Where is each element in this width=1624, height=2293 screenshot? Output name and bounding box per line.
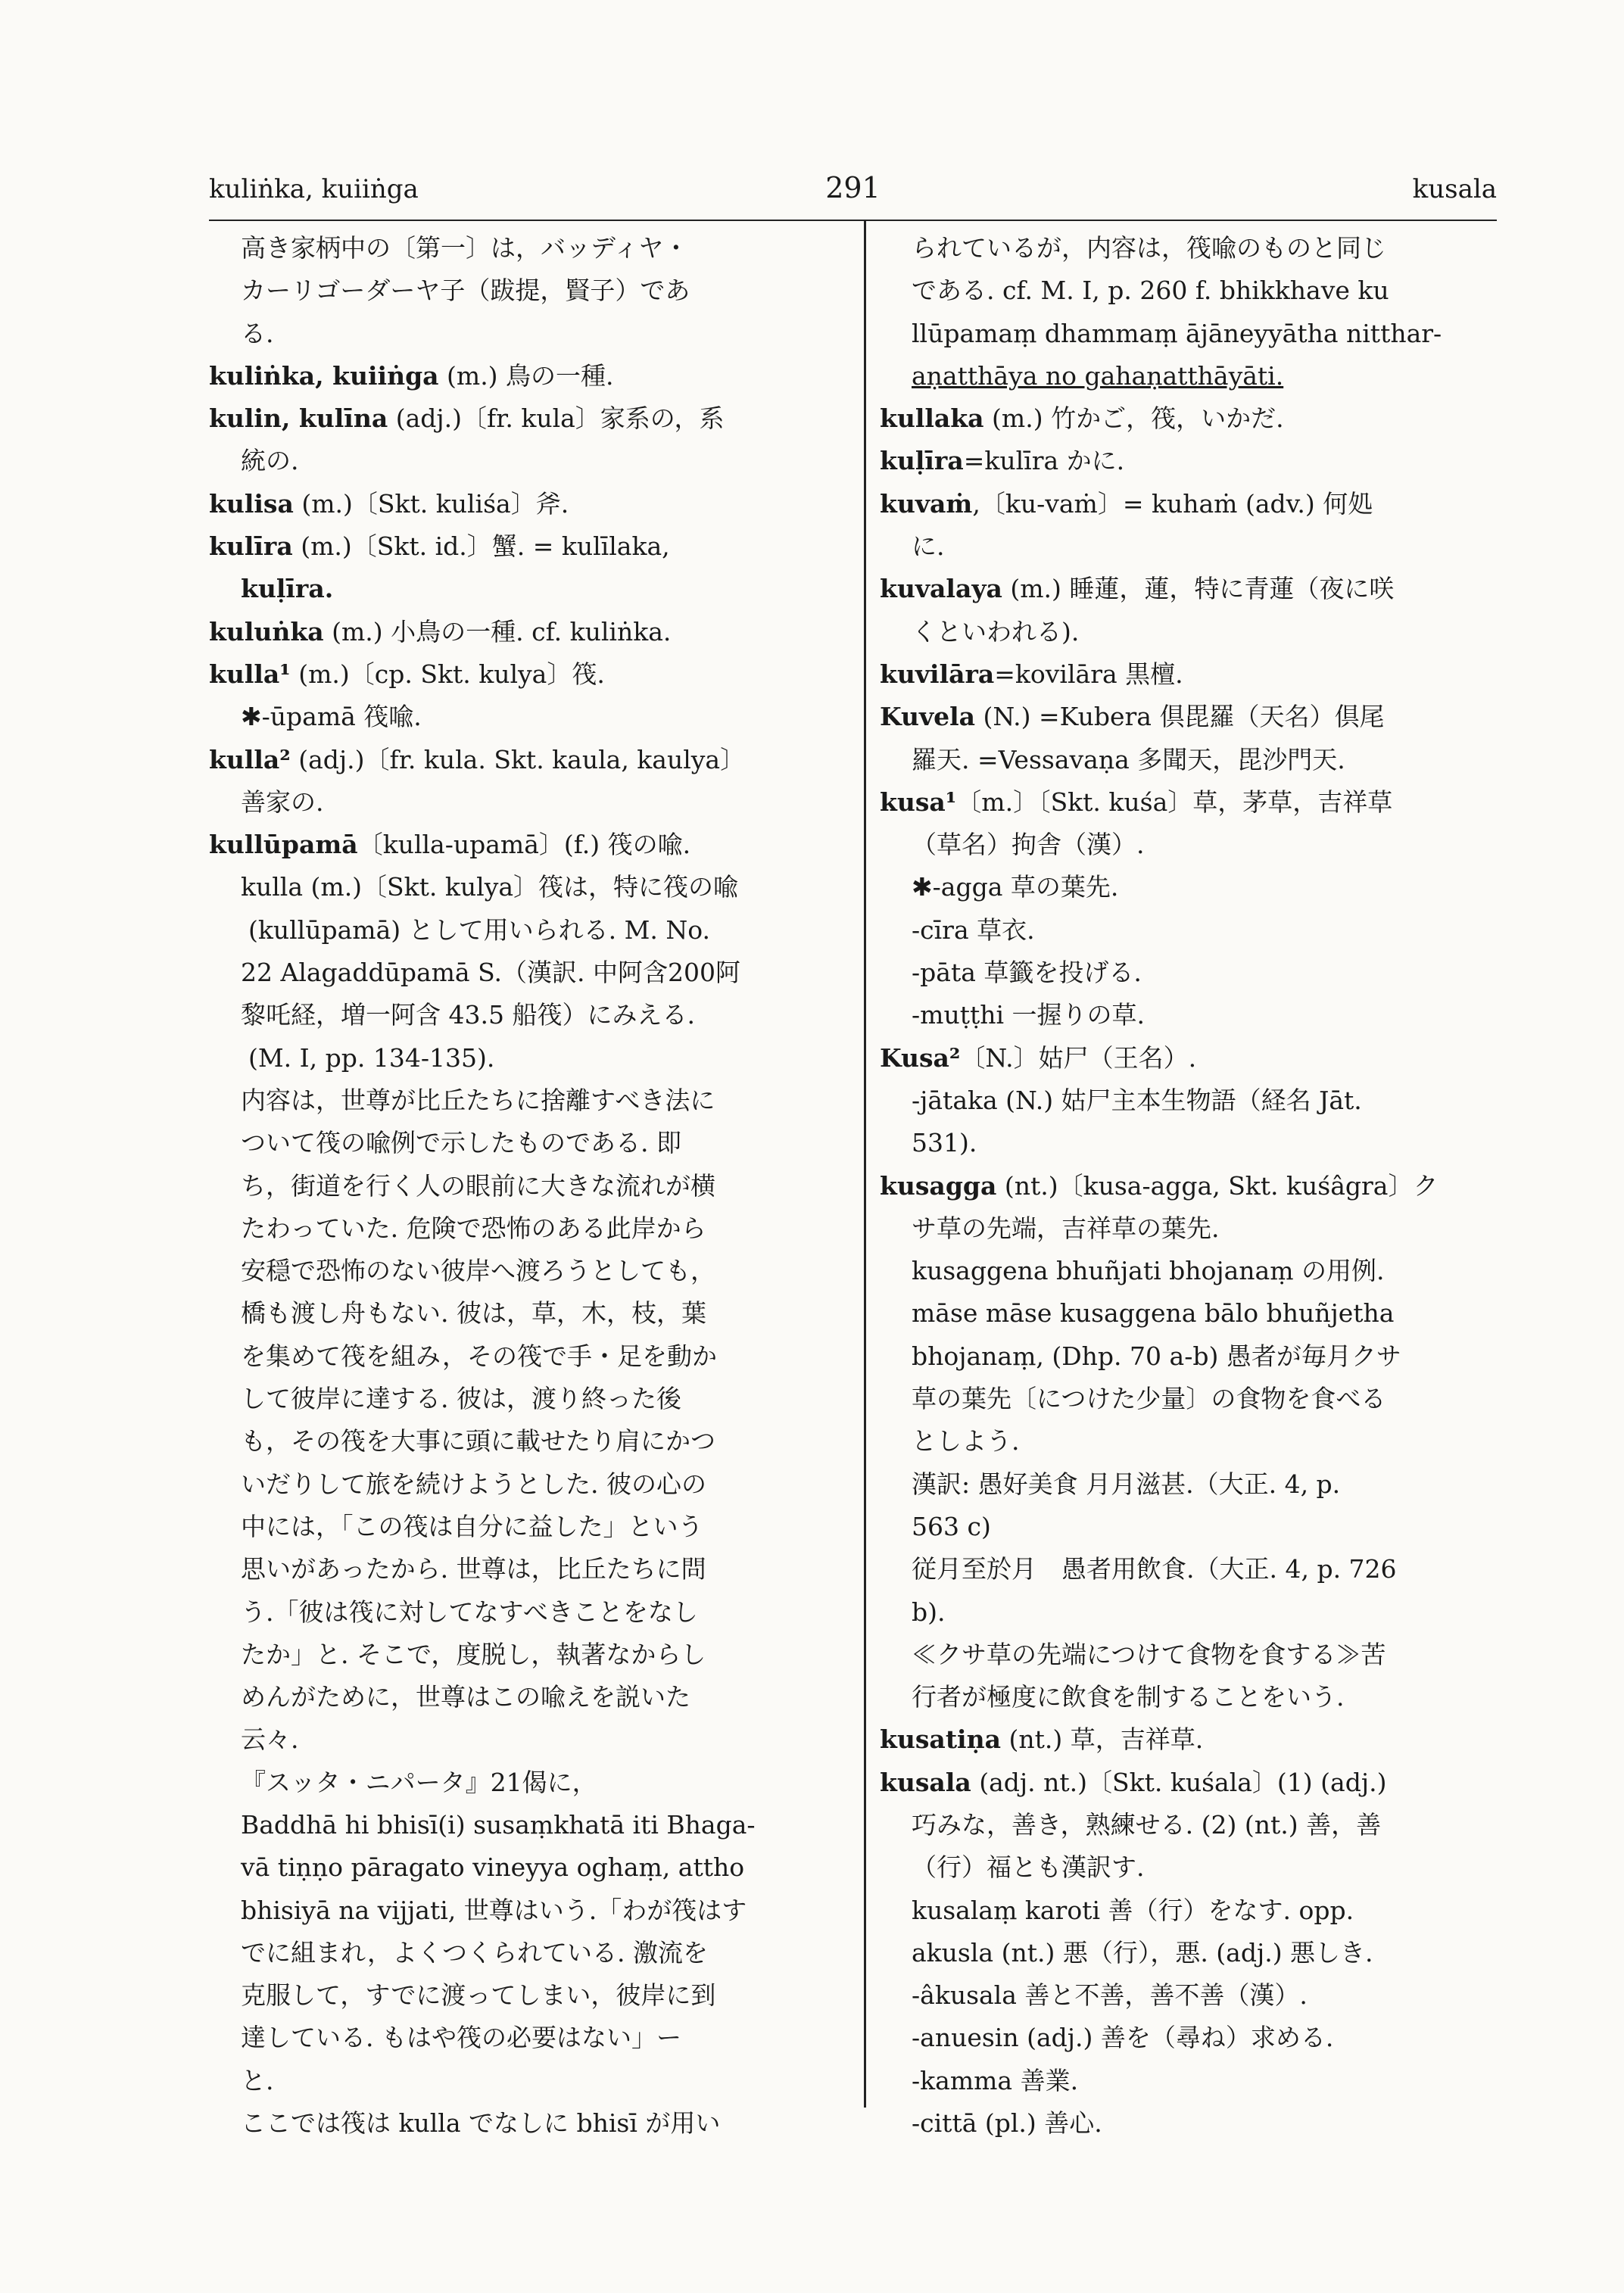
entry-text: 克服して，すでに渡ってしまい，彼岸に到: [241, 1980, 716, 2011]
entry-text: -anuesin (adj.) 善を（尋ね）求める.: [912, 2023, 1334, 2053]
entry-text-line: [880, 1890, 1493, 1932]
entry-text: 531).: [912, 1128, 977, 1158]
headword: kulisa: [209, 488, 294, 519]
entry-headword-line: [209, 355, 849, 397]
entry-text: kusaggena bhuñjati bhojanaṃ の用例.: [912, 1256, 1385, 1286]
entry-text: aṇatthāya no gahaṇatthāyāti.: [912, 360, 1284, 391]
entry-text: 〔kulla-upamā〕(f.) 筏の喩.: [357, 830, 691, 860]
entry-text: =kovilāra 黒檀.: [994, 659, 1183, 689]
entry-text-line: [209, 1335, 849, 1378]
entry-text: (N.) =Kubera 倶毘羅（天名）倶尾: [975, 702, 1385, 732]
entry-text: う.「彼は筏に対してなすべきことをなし: [241, 1597, 698, 1627]
entry-text: して彼岸に達する. 彼は，渡り終った後: [241, 1384, 681, 1414]
entry-text: (m.)〔Skt. kuliśa〕斧.: [293, 488, 569, 519]
entry-text: ついて筏の喩例で示したものである. 即: [241, 1128, 681, 1158]
entry-text-line: [880, 611, 1493, 653]
entry-text-line: [880, 269, 1493, 312]
entry-text: (adj.)〔fr. kula〕家系の，系: [388, 403, 725, 434]
entry-text-line: [880, 1335, 1493, 1378]
headword: Kuvela: [880, 702, 976, 732]
entry-text-line: [880, 1974, 1493, 2017]
header-left-guideword: kuliṅka, kuiiṅga: [209, 174, 419, 204]
entry-text-line: [880, 1080, 1493, 1122]
entry-text: (nt.) 草，吉祥草.: [1000, 1724, 1204, 1755]
entry-text: 内容は，世尊が比丘たちに捨離すべき法に: [241, 1085, 715, 1115]
entry-text: 行者が極度に飲食を制することをいう.: [912, 1682, 1345, 1712]
entry-text: に.: [912, 531, 945, 562]
entry-text: ここでは筏は kulla でなしに bhisī が用い: [241, 2108, 721, 2139]
entry-text: (m.) 鳥の一種.: [438, 360, 614, 391]
entry-text: -cittā (pl.) 善心.: [912, 2108, 1102, 2139]
entry-text: ✱-ūpamā 筏喩.: [241, 702, 422, 732]
entry-text: llūpamaṃ dhammaṃ ājāneyyātha nitthar-: [912, 318, 1442, 348]
headword: kullaka: [880, 403, 984, 434]
entry-text-line: [209, 1932, 849, 1974]
entry-text: 〔N.〕姑尸（王名）.: [960, 1042, 1197, 1073]
entry-text: と.: [241, 2065, 274, 2095]
header-rule: [209, 220, 1497, 221]
entry-text: たわっていた. 危険で恐怖のある此岸から: [241, 1213, 706, 1243]
entry-text: (kullūpamā) として用いられる. M. No.: [248, 914, 711, 945]
entry-text: -pāta 草籤を投げる.: [912, 958, 1142, 988]
entry-text-line: [209, 1634, 849, 1676]
entry-text-line: [880, 824, 1493, 866]
entry-text: (m.) 小鳥の一種. cf. kuliṅka.: [323, 616, 672, 646]
page-number: 291: [825, 171, 881, 204]
entry-text: bhisiyā na vijjati, 世尊はいう.「わが筏はす: [241, 1895, 747, 1925]
entry-text: 羅天. =Vessavaṇa 多聞天，毘沙門天.: [912, 744, 1345, 774]
entry-text: 善家の.: [241, 787, 324, 817]
entry-text: る.: [241, 318, 274, 348]
entry-text: 巧みな，善き，熟練せる. (2) (nt.) 善，善: [912, 1809, 1382, 1840]
entry-text-line: [209, 1165, 849, 1207]
entry-text-line: [880, 2102, 1493, 2145]
entry-text-line: [880, 525, 1493, 568]
entry-text: 〔m.〕〔Skt. kuśa〕草，茅草，吉祥草: [956, 787, 1393, 817]
entry-text-line: [209, 1718, 849, 1761]
page-header: [209, 171, 1497, 217]
entry-text: 草の葉先〔につけた少量〕の食物を食べる: [912, 1384, 1386, 1414]
entry-text-line: [209, 696, 849, 738]
headword: kusatiṇa: [880, 1724, 1001, 1755]
entry-text: (adj. nt.)〔Skt. kuśala〕(1) (adj.): [971, 1767, 1387, 1797]
entry-headword-line: [880, 397, 1493, 440]
entry-text-line: [880, 1676, 1493, 1718]
entry-text: (M. I, pp. 134-135).: [248, 1042, 495, 1073]
entry-text-line: [880, 1420, 1493, 1463]
entry-headword-line: [880, 568, 1493, 610]
headword: kulla¹: [209, 659, 291, 689]
headword: kulin, kulīna: [209, 403, 388, 434]
entry-text-line: [209, 994, 849, 1036]
entry-text: 云々.: [241, 1724, 299, 1755]
entry-text-line: [209, 1122, 849, 1164]
entry-headword-line: [209, 739, 849, 781]
entry-text: 安穏で恐怖のない彼岸へ渡ろうとしても，: [241, 1256, 715, 1286]
entry-text: bhojanaṃ, (Dhp. 70 a-b) 愚者が毎月クサ: [912, 1341, 1401, 1371]
entry-headword-line: [880, 696, 1493, 738]
entry-text-line: [880, 1591, 1493, 1634]
headword: kullūpamā: [209, 830, 358, 860]
entry-text: (m.) 竹かご，筏，いかだ.: [983, 403, 1284, 434]
entry-text: （行）福とも漢訳す.: [912, 1852, 1145, 1883]
entry-text: māse māse kusaggena bālo bhuñjetha: [912, 1298, 1395, 1329]
entry-text: (nt.)〔kusa-agga, Skt. kuśâgra〕ク: [996, 1170, 1439, 1201]
entry-text-line: [209, 1804, 849, 1846]
entry-headword-line: [209, 653, 849, 696]
entry-text: vā tiṇṇo pāragato vineyya oghaṃ, attho: [241, 1852, 745, 1883]
headword: kuvaṁ: [880, 488, 973, 519]
entry-text: カーリゴーダーヤ子（跋提，賢子）であ: [241, 276, 690, 306]
entry-text-line: [209, 1676, 849, 1718]
entry-text: (m.)〔cp. Skt. kulya〕筏.: [290, 659, 605, 689]
entry-text-line: [880, 227, 1493, 269]
entry-text: kulla (m.)〔Skt. kulya〕筏は，特に筏の喩: [241, 872, 739, 902]
entry-text: でに組まれ，よくつくられている. 激流を: [241, 1937, 708, 1967]
headword: kuvalaya: [880, 574, 1002, 604]
entry-text: (m.) 睡蓮，蓮，特に青蓮（夜に咲: [1002, 574, 1395, 604]
entry-headword-line: [880, 1165, 1493, 1207]
entry-text-line: [209, 866, 849, 908]
entry-text-line: [880, 994, 1493, 1036]
entry-text-line: [209, 952, 849, 994]
entry-text-line: [209, 1207, 849, 1250]
entry-text: kusalaṃ karoti 善（行）をなす. opp.: [912, 1895, 1354, 1925]
entry-text-line: [880, 313, 1493, 355]
entry-headword-line: [880, 1718, 1493, 1761]
entry-text: ,〔ku-vaṁ〕= kuhaṁ (adv.) 何処: [972, 488, 1373, 519]
entry-headword-line: [209, 525, 849, 568]
entry-text-line: [209, 909, 849, 952]
entry-headword-line: [209, 483, 849, 525]
entry-text-line: [209, 1974, 849, 2017]
entry-text-line: [209, 1378, 849, 1420]
entry-text: akusla (nt.) 悪（行），悪. (adj.) 悪しき.: [912, 1937, 1373, 1967]
entry-text-line: [880, 1122, 1493, 1164]
column-divider: [864, 221, 866, 2108]
headword: Kusa²: [880, 1042, 961, 1073]
entry-text: くといわれる).: [912, 616, 1080, 646]
entry-text: -kamma 善業.: [912, 2065, 1079, 2095]
entry-text: -cīra 草衣.: [912, 914, 1035, 945]
entry-text: を集めて筏を組み，その筏で手・足を動か: [241, 1341, 717, 1371]
entry-text: られているが，内容は，筏喩のものと同じ: [912, 233, 1386, 263]
headword: kuḷīra: [880, 446, 964, 476]
entry-text-line: [880, 1804, 1493, 1846]
entry-text: ち，街道を行く人の眼前に大きな流れが横: [241, 1170, 715, 1201]
entry-text-line: [209, 1420, 849, 1463]
entry-text-line: [880, 355, 1493, 397]
entry-headword-line: [880, 653, 1493, 696]
entry-text-line: [209, 1506, 849, 1548]
entry-text: （草名）拘舎（漢）.: [912, 830, 1145, 860]
entry-text-line: [880, 1463, 1493, 1506]
headword: kulīra: [209, 531, 293, 562]
headword: kulla²: [209, 744, 291, 774]
entry-text: 563 c): [912, 1511, 991, 1541]
entry-text: 黎吒経，増一阿含 43.5 船筏）にみえる.: [241, 1000, 695, 1030]
entry-text-line: [209, 440, 849, 482]
entry-text: 橋も渡し舟もない. 彼は，草，木，枝，葉: [241, 1298, 706, 1329]
entry-text: も，その筏を大事に頭に載せたり肩にかつ: [241, 1426, 715, 1456]
entry-text: としよう.: [912, 1426, 1020, 1456]
entry-text-line: [880, 866, 1493, 908]
entry-text-line: [209, 1846, 849, 1889]
entry-text-line: [209, 1890, 849, 1932]
entry-text: 思いがあったから. 世尊は，比丘たちに問: [241, 1554, 706, 1584]
entry-text-line: [209, 1037, 849, 1080]
entry-text-line: [209, 1250, 849, 1292]
headword: kusagga: [880, 1170, 997, 1201]
entry-text-line: [880, 1932, 1493, 1974]
entry-text-line: [880, 1378, 1493, 1420]
entry-text: Baddhā hi bhisī(i) susaṃkhatā iti Bhaga-: [241, 1809, 756, 1840]
headword: kuvilāra: [880, 659, 995, 689]
entry-headword-line: [209, 397, 849, 440]
entry-text-line: [209, 269, 849, 312]
entry-headword-line: [880, 781, 1493, 824]
entry-headword-line: [880, 440, 1493, 482]
right-column: [880, 227, 1493, 2145]
entry-text: 中には，「この筏は自分に益した」という: [241, 1511, 703, 1541]
entry-text: サ草の先端，吉祥草の葉先.: [912, 1213, 1220, 1243]
headword: kuluṅka: [209, 616, 324, 646]
entry-text: (m.)〔Skt. id.〕蟹. = kulīlaka,: [292, 531, 670, 562]
headword: kusa¹: [880, 787, 957, 817]
entry-text-line: [880, 909, 1493, 952]
entry-text-line: [880, 1634, 1493, 1676]
entry-text-line: [880, 1548, 1493, 1590]
entry-text-line: [880, 1846, 1493, 1889]
entry-text: 従月至於月 愚者用飲食.（大正. 4, p. 726: [912, 1554, 1397, 1584]
headword: kuḷīra.: [241, 574, 334, 604]
entry-text-line: [880, 2060, 1493, 2102]
entry-text: -muṭṭhi 一握りの草.: [912, 1000, 1146, 1030]
entry-text: -jātaka (N.) 姑尸主本生物語（経名 Jāt.: [912, 1085, 1362, 1115]
entry-text: 達している. もはや筏の必要はない」ー: [241, 2023, 681, 2053]
entry-text-line: [209, 2102, 849, 2145]
entry-text-line: [209, 1292, 849, 1335]
entry-text-line: [209, 227, 849, 269]
entry-text-line: [209, 2017, 849, 2059]
headword: kusala: [880, 1767, 971, 1797]
entry-text-line: [209, 1548, 849, 1590]
entry-headword-line: [209, 568, 849, 610]
entry-text-line: [209, 1591, 849, 1634]
entry-text-line: [880, 1250, 1493, 1292]
headword: kuliṅka, kuiiṅga: [209, 360, 439, 391]
entry-text: 漢訳: 愚好美食 月月滋甚.（大正. 4, p.: [912, 1469, 1341, 1499]
entry-text-line: [209, 1463, 849, 1506]
entry-text-line: [209, 1762, 849, 1804]
entry-text: めんがために，世尊はこの喩えを説いた: [241, 1682, 690, 1712]
entry-text: =kulīra かに.: [963, 446, 1125, 476]
entry-text: 高き家柄中の〔第一〕は，バッディヤ・: [241, 233, 689, 263]
entry-text-line: [880, 1506, 1493, 1548]
entry-headword-line: [209, 824, 849, 866]
entry-text-line: [209, 1080, 849, 1122]
entry-text-line: [880, 1207, 1493, 1250]
entry-text-line: [209, 781, 849, 824]
entry-text: 22 Alagaddūpamā S.（漢訳. 中阿含200阿: [241, 958, 740, 988]
header-right-guideword: kusala: [1412, 174, 1497, 204]
entry-text-line: [880, 2017, 1493, 2059]
entry-text-line: [209, 2060, 849, 2102]
left-column: [209, 227, 849, 2145]
entry-text-line: [880, 952, 1493, 994]
entry-text: 『スッタ・ニパータ』21偈に，: [241, 1767, 597, 1797]
entry-text: ✱-agga 草の葉先.: [912, 872, 1119, 902]
entry-text: -âkusala 善と不善，善不善（漢）.: [912, 1980, 1308, 2011]
entry-text: いだりして旅を続けようとした. 彼の心の: [241, 1469, 706, 1499]
entry-headword-line: [880, 1037, 1493, 1080]
entry-headword-line: [209, 611, 849, 653]
entry-text: である. cf. M. I, p. 260 f. bhikkhave ku: [912, 276, 1389, 306]
entry-text-line: [209, 313, 849, 355]
entry-text: たか」と. そこで，度脱し，執著なからし: [241, 1639, 706, 1669]
entry-headword-line: [880, 483, 1493, 525]
entry-text: ≪クサ草の先端につけて食物を食する≫苦: [912, 1639, 1386, 1669]
entry-text: b).: [912, 1597, 946, 1627]
entry-text: 統の.: [241, 446, 299, 476]
entry-headword-line: [880, 1762, 1493, 1804]
entry-text-line: [880, 739, 1493, 781]
entry-text: (adj.)〔fr. kula. Skt. kaula, kaulya〕: [290, 744, 746, 774]
entry-text-line: [880, 1292, 1493, 1335]
